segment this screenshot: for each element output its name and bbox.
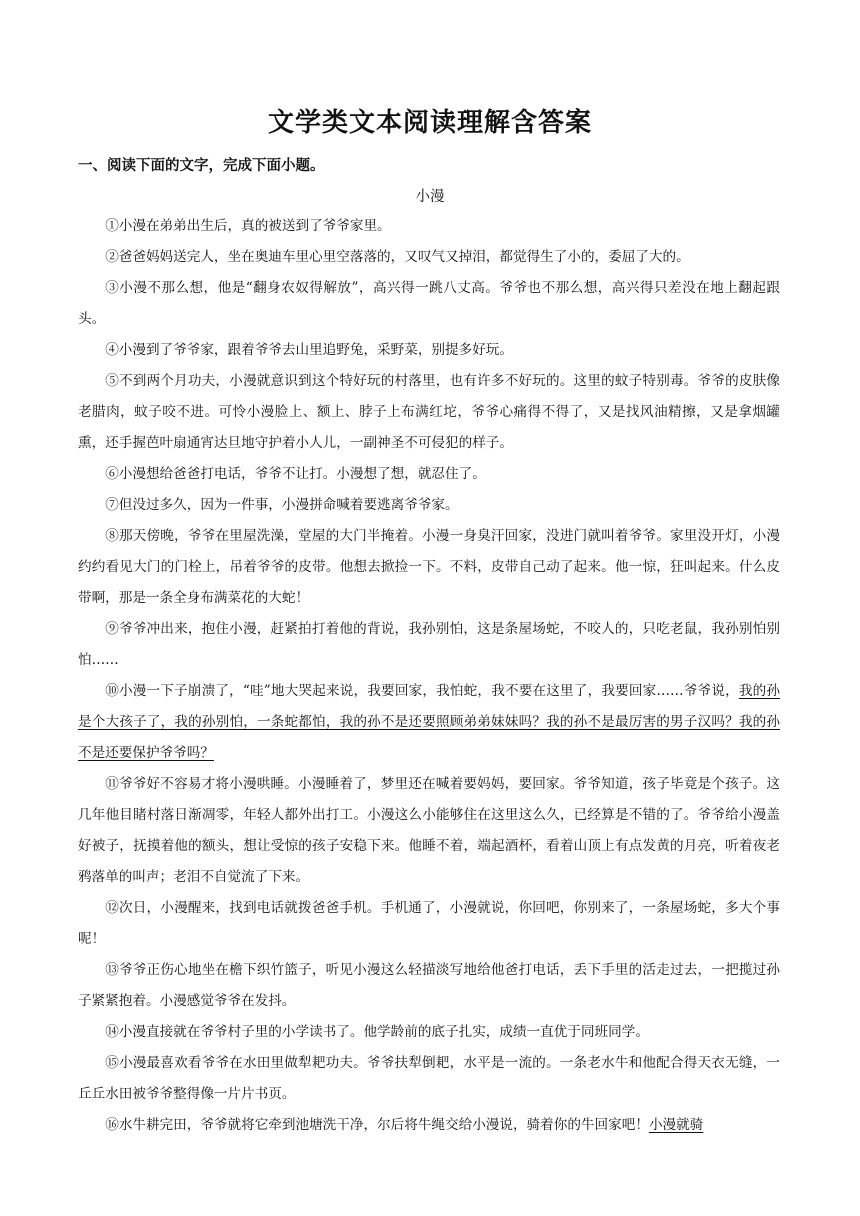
paragraph: [78, 521, 780, 614]
paragraph-text: ⑨爷爷冲出来，抱住小漫，赶紧拍打着他的背说，我孙别怕，这是条屋场蛇，不咬人的，只吃老鼠，我孙别怕别怕……: [78, 621, 780, 668]
paragraph-text: ⑩小漫一下子崩溃了，“哇”地大哭起来说，我要回家，我怕蛇，我不要在这里了，我要回家……爷爷说，: [105, 683, 739, 699]
paragraph: [78, 1048, 780, 1110]
paragraph-text: ⑬爷爷正伤心地坐在檐下织竹篮子，听见小漫这么轻描淡写地给他爸打电话，丢下手里的活走过去，一把揽过孙子紧紧抱着。小漫感觉爷爷在发抖。: [78, 962, 780, 1009]
document-title: 文学类文本阅读理解含答案: [267, 108, 592, 138]
paragraph: [78, 211, 780, 242]
underlined-sentence: 我的孙是个大孩子了，我的孙别怕，一条蛇都怕，我的孙不是还要照顾弟弟妹妹吗？我的孙不是最厉害的男子汉吗？我的孙不是还要保护爷爷吗？: [78, 683, 780, 761]
paragraph: [78, 676, 780, 769]
paragraph-text: ④小漫到了爷爷家，跟着爷爷去山里追野兔，采野菜，别提多好玩。: [105, 342, 513, 358]
paragraph-text: ⑫次日，小漫醒来，找到电话就拨爸爸手机。手机通了，小漫就说，你回吧，你别来了，一条屋场蛇，多大个事呢！: [78, 900, 780, 947]
story-title: 小漫: [415, 189, 445, 205]
paragraph-text: ⑧那天傍晚，爷爷在里屋洗澡，堂屋的大门半掩着。小漫一身臭汗回家，没进门就叫着爷爷。家里没开灯，小漫约约看见大门的门栓上，吊着爷爷的皮带。他想去掀捡一下。不料，皮带自己动了起来。他一惊，狂叫起来。什么皮带啊，那是一条全身布满菜花的大蛇！: [78, 528, 780, 606]
paragraph: [78, 1110, 780, 1141]
paragraph: [78, 955, 780, 1017]
paragraph: [78, 893, 780, 955]
paragraph-text: ⑪爷爷好不容易才将小漫哄睡。小漫睡着了，梦里还在喊着要妈妈，要回家。爷爷知道，孩子毕竟是个孩子。这几年他目睹村落日渐凋零，年轻人都外出打工。小漫这么小能够住在这里这么久，已经算是不错的了。爷爷给小漫盖好被子，抚摸着他的额头，想让受惊的孩子安稳下来。他睡不着，端起酒杯，看着山顶上有点发黄的月亮，听着夜老鸦落单的叫声；老泪不自觉流了下来。: [78, 776, 780, 885]
paragraph: [78, 273, 780, 335]
paragraph: [78, 1017, 780, 1048]
paragraph: [78, 366, 780, 459]
paragraph-text: ⑥小漫想给爸爸打电话，爷爷不让打。小漫想了想，就忍住了。: [105, 466, 486, 482]
paragraph: [78, 490, 780, 521]
paragraph-text: ⑤不到两个月功夫，小漫就意识到这个特好玩的村落里，也有许多不好玩的。这里的蚊子特别毒。爷爷的皮肤像老腊肉，蚊子咬不进。可怜小漫脸上、额上、脖子上布满红坨，爷爷心痛得不得了，又是找风油精擦，又是拿烟罐熏，还手握芭叶扇通宵达旦地守护着小人儿，一副神圣不可侵犯的样子。: [78, 373, 780, 451]
paragraph: [78, 459, 780, 490]
story-body: [78, 211, 780, 1141]
paragraph: [78, 242, 780, 273]
paragraph-text: ⑦但没过多久，因为一件事，小漫拼命喊着要逃离爷爷家。: [105, 497, 459, 513]
paragraph: [78, 614, 780, 676]
paragraph-text: ⑮小漫最喜欢看爷爷在水田里做犁耙功夫。爷爷扶犁倒耙，水平是一流的。一条老水牛和他配合得天衣无缝，一丘丘水田被爷爷整得像一片片书页。: [78, 1055, 780, 1102]
section-heading: 一、阅读下面的文字，完成下面小题。: [78, 158, 325, 174]
paragraph-text: ②爸爸妈妈送完人，坐在奥迪车里心里空落落的，又叹气又掉泪，都觉得生了小的，委屈了大的。: [105, 249, 690, 265]
underlined-sentence: 小漫就骑: [648, 1117, 704, 1133]
paragraph-text: ⑯水牛耕完田，爷爷就将它牵到池塘洗干净，尔后将牛绳交给小漫说，骑着你的牛回家吧！: [105, 1117, 649, 1133]
paragraph-text: ③小漫不那么想，他是“翻身农奴得解放”，高兴得一跳八丈高。爷爷也不那么想，高兴得只差没在地上翻起跟头。: [78, 280, 780, 327]
paragraph-text: ⑭小漫直接就在爷爷村子里的小学读书了。他学龄前的底子扎实，成绩一直优于同班同学。: [105, 1024, 649, 1040]
paragraph-text: ①小漫在弟弟出生后，真的被送到了爷爷家里。: [105, 218, 391, 234]
paragraph: [78, 335, 780, 366]
paragraph: [78, 769, 780, 893]
